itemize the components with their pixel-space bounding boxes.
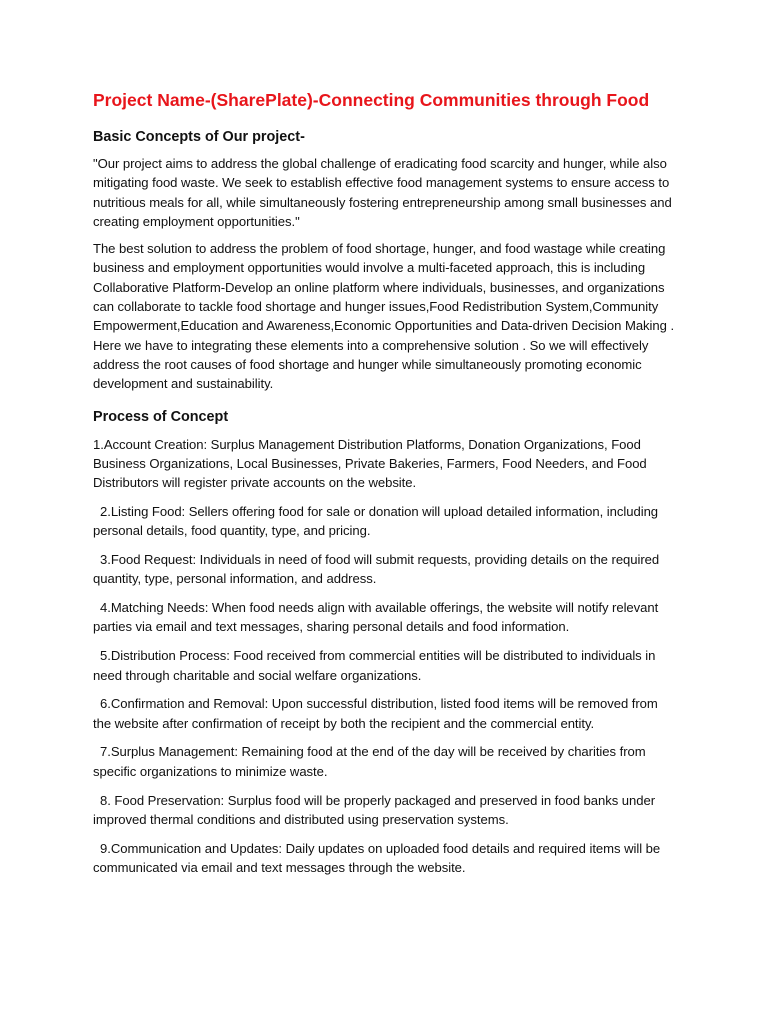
step-text: 5.Distribution Process: Food received from commercial entities will be distributed to individuals in need through charitable and social welfare organizations. [93,648,656,683]
step-text: 8. Food Preservation: Surplus food will be properly packaged and preserved in food banks under improved thermal conditions and distributed using preservation systems. [93,792,656,827]
step-surplus-management [93,742,678,781]
intro-quote-paragraph: "Our project aims to address the global challenge of eradicating food scarcity and hunger, while also mitigating food waste. We seek to establish effective food management systems to ensure access to nutritious meals for all, while simultaneously fostering entrepreneurship among small businesses and creating employment opportunities." [93,156,672,229]
step-text: 9.Communication and Updates: Daily updates on uploaded food details and required items will be communicated via email and text messages through the website. [93,840,661,875]
basic-concepts-heading: Basic Concepts of Our project- [93,129,305,145]
step-text: 6.Confirmation and Removal: Upon successful distribution, listed food items will be removed from the website after confirmation of receipt by both the recipient and the commercial entity. [93,696,658,731]
step-matching-needs [93,598,678,637]
step-food-request [93,550,678,589]
step-confirmation-removal [93,694,678,733]
solution-paragraph: The best solution to address the problem of food shortage, hunger, and food wastage while creating business and employment opportunities would involve a multi-faceted approach, this is including Collaborative Platform-Develop an online platform where individuals, businesses, and organizations can collaborate to tackle food shortage and hunger issues,Food Redistribution System,Community Empowerment,Education and Awareness,Economic Opportunities and Data-driven Decision Making . Here we have to integrating these elements into a comprehensive solution . So we will effectively address the root causes of food shortage and hunger while simultaneously promoting economic development and sustainability. [93,241,675,392]
step-distribution-process [93,646,678,685]
step-food-preservation [93,791,678,830]
step-account-creation [93,435,678,493]
step-text: 2.Listing Food: Sellers offering food for sale or donation will upload detailed information, including personal details, food quantity, type, and pricing. [93,503,659,539]
step-text: 1.Account Creation: Surplus Management Distribution Platforms, Donation Organizations, Food Business Organizations, Local Businesses, Private Bakeries, Farmers, Food Needers, and Food Distributors will register private accounts on the website. [93,436,647,491]
process-heading: Process of Concept [93,408,229,425]
step-text: 7.Surplus Management: Remaining food at the end of the day will be received by charities from specific organizations to minimize waste. [93,744,646,779]
step-listing-food [93,502,678,541]
step-text: 3.Food Request: Individuals in need of food will submit requests, providing details on the required quantity, type, personal information, and address. [93,552,660,587]
project-title: Project Name-(SharePlate)-Connecting Communities through Food [93,90,650,110]
step-text: 4.Matching Needs: When food needs align with available offerings, the website will notify relevant parties via email and text messages, sharing personal details and food information. [93,600,659,635]
step-communication-updates [93,839,678,878]
